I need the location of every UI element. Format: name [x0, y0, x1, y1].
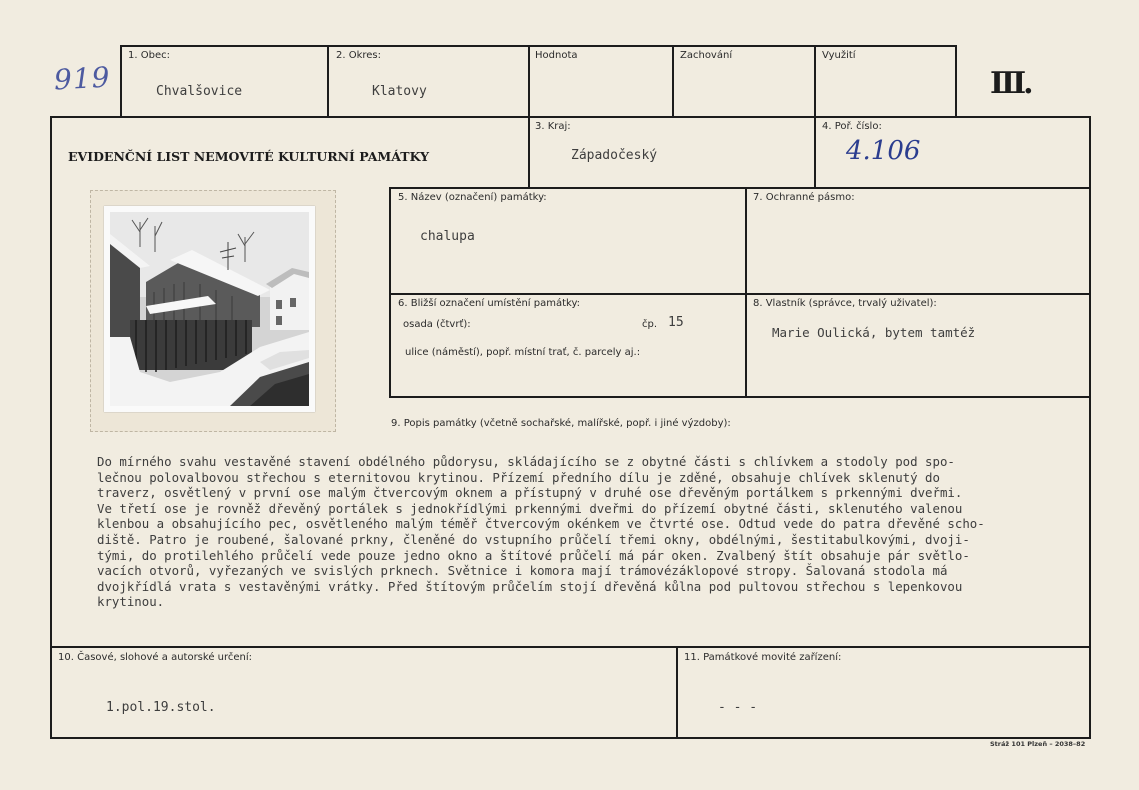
rule-bottom — [50, 737, 1091, 739]
cottage-photo-image — [110, 212, 309, 406]
popis-label: 9. Popis památky (včetně sochařské, malířské, popř. i jiné výzdoby): — [391, 418, 731, 429]
cp-label: čp. — [642, 319, 658, 330]
rule-row3-top — [389, 293, 1091, 295]
rule-v-field5-left — [389, 187, 391, 397]
rule-v-hodnota-left — [528, 45, 530, 188]
movite-zarizeni-value: - - - — [718, 700, 758, 715]
umisteni-label: 6. Bližší označení umístění památky: — [398, 298, 581, 309]
form-title: EVIDENČNÍ LIST NEMOVITÉ KULTURNÍ PAMÁTKY — [68, 149, 430, 164]
popis-text — [97, 454, 1072, 610]
popis-line: klenbou a obsahujícího pec, osvětleného malým téměř čtvercovým okénkem ve čtvrté ose. Odtud vede do patra dřevěné scho- — [97, 516, 985, 532]
rule-v-vyuziti-right — [955, 45, 957, 117]
rule-top — [120, 45, 955, 47]
por-cislo-label: 4. Poř. číslo: — [822, 121, 882, 132]
rule-header-bottom — [50, 116, 1091, 118]
kraj-value: Západočeský — [571, 148, 658, 163]
popis-line: dvojkřídlá vrata s vestavěnými vrátky. Před štítovým průčelím stojí dřevěná kůlna pod pultovou střechou s lepenkovou — [97, 578, 963, 594]
popis-line: tými, do protilehlého průčelí vede pouze jedno okno a štítové průčelí má pár oken. Zvalbený štít obsahuje pár světlo- — [97, 547, 970, 563]
kraj-label: 3. Kraj: — [535, 121, 571, 132]
casove-urceni-value: 1.pol.19.stol. — [106, 700, 216, 715]
popis-line: traverz, osvětlený v první ose malým čtvercovým oknem a přístupný v druhé ose dřevěným portálkem s prkennými dveřmi. — [97, 485, 963, 501]
rule-left — [50, 116, 52, 738]
rule-v-field11-left — [676, 646, 678, 738]
rule-v-obec-left — [120, 45, 122, 117]
movite-zarizeni-label: 11. Památkové movité zařízení: — [684, 652, 842, 663]
rule-v-zachovani-left — [672, 45, 674, 117]
rule-v-field7-left — [745, 187, 747, 397]
cp-value: 15 — [668, 315, 684, 330]
nazev-value: chalupa — [420, 229, 475, 244]
por-cislo-value: 4.106 — [846, 136, 921, 166]
vlastnik-value: Marie Oulická, bytem tamtéž — [772, 325, 976, 340]
rule-row5-top — [50, 646, 1091, 648]
hodnota-label: Hodnota — [535, 50, 578, 61]
printer-note: Stráž 101 Plzeň – 2038–82 — [990, 740, 1086, 748]
casove-urceni-label: 10. Časové, slohové a autorské určení: — [58, 652, 253, 663]
obec-value: Chvalšovice — [156, 84, 243, 99]
monument-photo — [104, 206, 315, 412]
rule-row2-top — [389, 187, 1091, 189]
okres-value: Klatovy — [372, 84, 427, 99]
vyuziti-label: Využití — [822, 50, 856, 61]
nazev-label: 5. Název (označení) památky: — [398, 192, 547, 203]
zachovani-label: Zachování — [680, 50, 733, 61]
popis-line: vacích otvorů, vyřezaných ve svislých prknech. Světnice i komora mají trámovézáklopové stropy. Šalovaná stodola má — [97, 563, 948, 579]
category-stamp: III. — [990, 66, 1031, 101]
archive-number: 919 — [53, 60, 112, 97]
rule-v-vyuziti-left — [814, 45, 816, 188]
vlastnik-label: 8. Vlastník (správce, trvalý uživatel): — [753, 298, 937, 309]
okres-label: 2. Okres: — [336, 50, 382, 61]
rule-right — [1089, 116, 1091, 738]
rule-v-okres-left — [327, 45, 329, 117]
popis-line: Do mírného svahu vestavěné stavení obdélného půdorysu, skládajícího se z obytné části s chlívkem a stodoly pod spo- — [97, 454, 955, 469]
popis-line: Ve třetí ose je rovněž dřevěný portálek s jednokřídlými prkennými dveřmi do přízemí obytné části, sklenutého valenou — [97, 500, 963, 516]
popis-line: lečnou polovalbovou střechou s eternitovou krytinou. Přízemí předního dílu je zděné, obsahuje chlívek sklenutý do — [97, 469, 940, 485]
ulice-label: ulice (náměstí), popř. místní trať, č. parcely aj.: — [405, 347, 641, 358]
ochranne-pasmo-label: 7. Ochranné pásmo: — [753, 192, 855, 203]
popis-line: diště. Patro je roubené, šalované prkny, členěné do vstupního průčelí třemi okny, obdélnými, šestitabulkovými, dvoji- — [97, 531, 970, 547]
rule-row3-bottom — [389, 396, 1091, 398]
popis-line: krytinou. — [97, 594, 165, 610]
obec-label: 1. Obec: — [128, 50, 170, 61]
osada-label: osada (čtvrť): — [403, 319, 471, 330]
